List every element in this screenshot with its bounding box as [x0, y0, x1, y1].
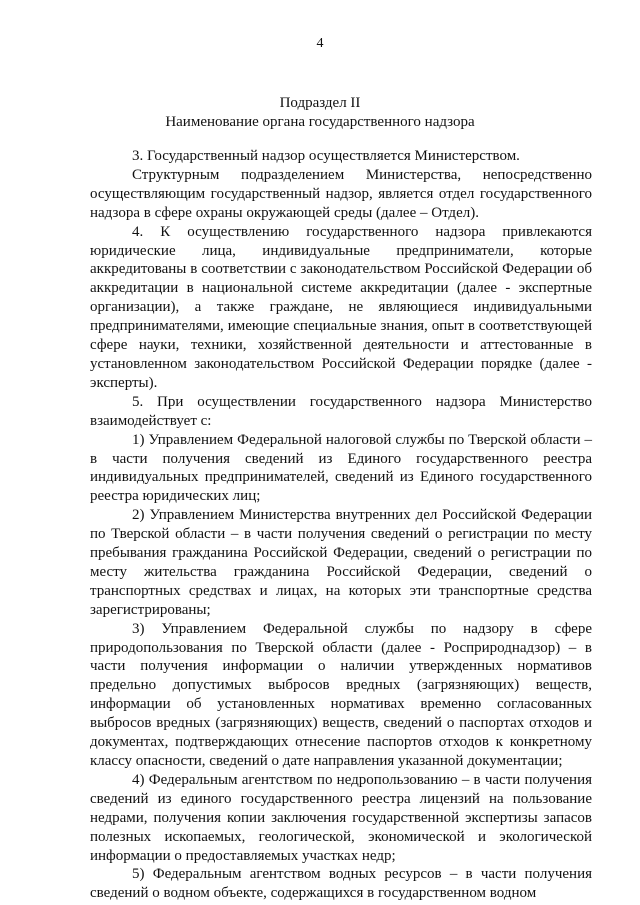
paragraph: 4) Федеральным агентством по недропользованию – в части получения сведений из единого государственного реестра лицензий на пользование недрами, получения копии заключения государственной экспертизы запасов полезных ископаемых, геологической, экономической и экологической информации о предоставляемых участках недр; — [90, 771, 592, 864]
paragraph: 5) Федеральным агентством водных ресурсов – в части получения сведений о водном объекте, содержащихся в государственном водном — [90, 866, 592, 902]
page-number: 4 — [316, 36, 324, 51]
body-text — [90, 147, 592, 903]
paragraph: 3. Государственный надзор осуществляется Министерством. — [132, 148, 520, 164]
paragraph: 3) Управлением Федеральной службы по надзору в сфере природопользования по Тверской области (далее - Росприроднадзор) – в части получения информации о наличии утвержденных нормативов предельно допустимых выбросов вредных (загрязняющих) веществ, информации об установленных нормативах временно согласованных выбросов вредных (загрязняющих) веществ, сведений о паспортах отходов и документах, подтверждающих отнесение паспортов отходов к конкретному классу опасности, сведений о дате направления указанной документации; — [90, 620, 592, 769]
paragraph: 2) Управлением Министерства внутренних дел Российской Федерации по Тверской области – в части получения сведений о регистрации по месту пребывания гражданина Российской Федерации, сведений о регистрации по месту жительства гражданина Российской Федерации, сведений о транспортных средствах и лицах, на которых эти транспортные средства зарегистрированы; — [90, 507, 592, 618]
subsection-subtitle: Наименование органа государственного надзора — [165, 114, 475, 130]
paragraph: 1) Управлением Федеральной налоговой службы по Тверской области – в части получения сведений из Единого государственного реестра индивидуальных предпринимателей, сведений из Единого государственного реестра юридических лиц; — [90, 431, 592, 505]
paragraph: Структурным подразделением Министерства, непосредственно осуществляющим государственный надзор, является отдел государственного надзора в сфере охраны окружающей среды (далее – Отдел). — [90, 166, 592, 221]
paragraph: 4. К осуществлению государственного надзора привлекаются юридические лица, индивидуальные предприниматели, которые аккредитованы в соответствии с законодательством Российской Федерации об аккредитации в национальной системе аккредитации (далее - экспертные организации), а также граждане, не являющиеся индивидуальными предпринимателями, имеющие специальные знания, опыт в соответствующей сфере науки, техники, хозяйственной деятельности и аттестованные в установленном законодательством Российской Федерации порядке (далее - эксперты). — [90, 223, 592, 391]
subsection-title: Подраздел II — [279, 95, 361, 111]
paragraph: 5. При осуществлении государственного надзора Министерство взаимодействует с: — [90, 393, 592, 429]
